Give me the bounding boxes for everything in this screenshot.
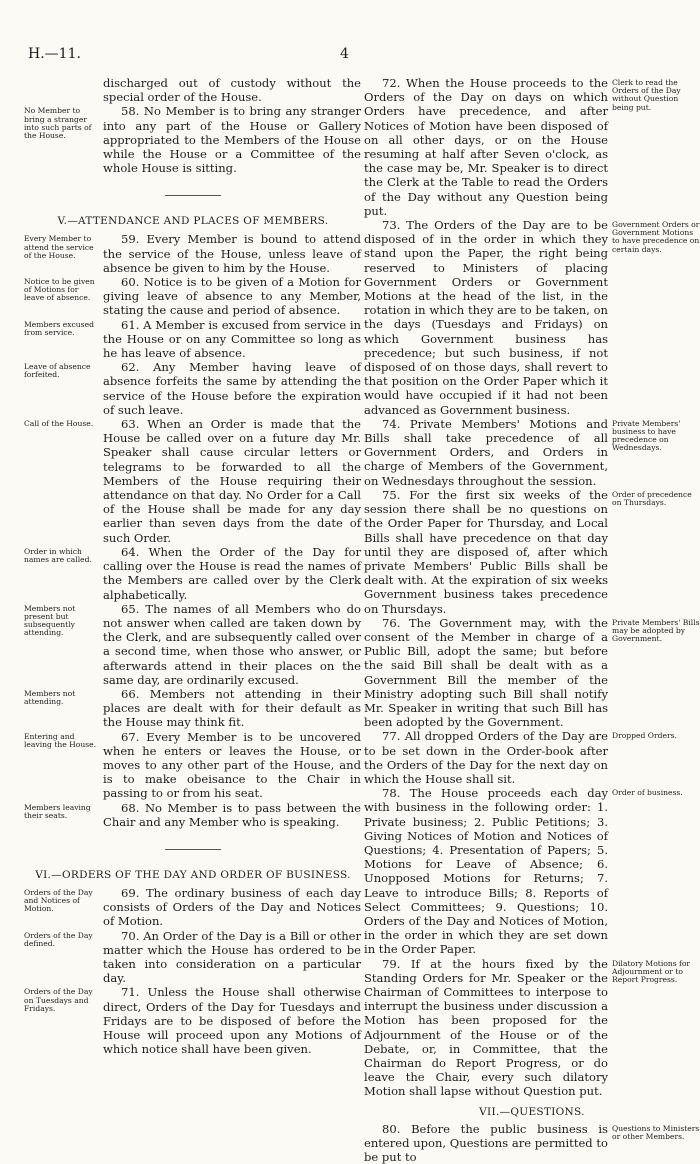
order-paragraph: 63. When an Order is made that the House be called over on a future day Mr. Speaker shall cause circular letters or telegrams to be forwarded to all the Members of the House requiring their attendance on that day. No Order for a Call of the House shall be made for any day earlier than seven days from the date of such Order. — [103, 417, 361, 545]
marginal-note: Private Members' business to have precedence on Wednesdays. — [612, 418, 681, 453]
order-paragraph: 60. Notice is to be given of a Motion for giving leave of absence to any Member, stating the cause and period of absence. — [103, 275, 361, 318]
order-paragraph: 66. Members not attending in their places are dealt with for their default as the House may think fit. — [103, 686, 361, 730]
standing-order — [24, 76, 362, 104]
order-paragraph: 73. The Orders of the Day are to be disposed of in the order in which they stand upon the Paper, the right being reserved to Ministers of placing Government Orders or Government Motions at the head of the list, in the rotation in which they are to be taken, on the days (Tuesdays and Fridays) on which Government business has precedence; but such business, if not disposed of on those days, shall revert to that position on the Order Paper which it would have occupied if it had not been advanced as Government business. — [364, 218, 608, 417]
marginal-note: Order of precedence on Thursdays. — [612, 489, 692, 508]
marginal-note: Call of the House. — [24, 419, 94, 429]
marginal-note: Private Members' Bills may be adopted by Government. — [612, 617, 700, 644]
order-paragraph: 68. No Member is to pass between the Chair and any Member who is speaking. — [103, 800, 361, 829]
order-paragraph: 69. The ordinary business of each day consists of Orders of the Day and Notices of Motion. — [103, 885, 361, 929]
marginal-note — [24, 76, 103, 79]
left-column — [24, 76, 362, 1056]
marginal-note: Members not present but subsequently attending. — [24, 603, 76, 638]
marginal-note: Notice to be given of Motions for leave of absence. — [24, 277, 95, 303]
marginal-note: Orders of the Day on Tuesdays and Fridays. — [24, 987, 93, 1013]
marginal-note: Entering and leaving the House. — [24, 731, 97, 749]
page-number: 4 — [340, 46, 349, 62]
order-paragraph: 72. When the House proceeds to the Orders of the Day on days on which Orders have precedence, and after Notices of Motion have been disposed of on all other days, or on the House resuming at half after Seven o'clock, as the case may be, Mr. Speaker is to direct the Clerk at the Table to read the Orders of the Day without any Question being put. — [364, 76, 608, 218]
order-paragraph: 80. Before the public business is entered upon, Questions are permitted to be put to — [364, 1121, 608, 1164]
standing-order — [24, 985, 362, 1056]
marginal-note: Orders of the Day defined. — [24, 930, 93, 948]
marginal-note: Every Member to attend the service of the House. — [24, 234, 94, 260]
section-heading: V.—ATTENDANCE AND PLACES OF MEMBERS. — [57, 215, 329, 228]
standing-order — [364, 417, 700, 488]
marginal-note: Members not attending. — [24, 688, 76, 707]
order-paragraph: discharged out of custody without the special order of the House. — [103, 76, 361, 105]
order-paragraph: 59. Every Member is bound to attend the service of the House, unless leave of absence be given to him by the House. — [103, 232, 361, 275]
section-divider — [165, 195, 221, 196]
order-paragraph: 61. A Member is excused from service in the House or on any Committee so long as he has leave of absence. — [103, 317, 361, 361]
marginal-note: No Member to bring a stranger into such parts of the House. — [24, 106, 92, 141]
marginal-note: Questions to Ministers or other Members. — [612, 1123, 700, 1141]
order-paragraph: 74. Private Members' Motions and Bills shall take precedence of all Government Orders, and Orders in charge of Members of the Government, on Wednesdays throughout the session. — [364, 416, 608, 488]
section-divider — [165, 849, 221, 850]
document-reference: H.—11. — [28, 46, 81, 62]
order-paragraph: 79. If at the hours fixed by the Standing Orders for Mr. Speaker or the Chairman of Committees to interpose to interrupt the business under discussion a Motion has been proposed for the Adjournment of the House or of the Debate, or, in Committee, that the Chairman do Report Progress, or do leave the Chair, every such dilatory Motion shall lapse without Question put. — [364, 956, 608, 1099]
marginal-note: Order of business. — [612, 788, 683, 798]
standing-order — [24, 318, 362, 361]
order-paragraph: 58. No Member is to bring any stranger into any part of the House or Gallery appropriated to the Members of the House while the House or a Committee of the whole House is sitting. — [103, 104, 361, 176]
marginal-note: Order in which names are called. — [24, 546, 92, 565]
marginal-note: Dilatory Motions for Adjournment or to Report Progress. — [612, 958, 691, 984]
order-paragraph: 77. All dropped Orders of the Day are to be set down in the Order-book after the Orders of the Day for the next day on which the House shall sit. — [364, 729, 608, 786]
marginal-note: Orders of the Day and Notices of Motion. — [24, 887, 93, 914]
order-paragraph: 76. The Government may, with the consent of the Member in charge of a Public Bill, adopt the same; but before the said Bill shall be dealt with as a Government Bill the member of the Ministry adopting such Bill shall notify Mr. Speaker in writing that such Bill has been adopted by the Government. — [364, 615, 608, 730]
order-paragraph: 62. Any Member having leave of absence forfeits the same by attending the service of the House before the expiration of such leave. — [103, 360, 361, 417]
standing-order — [24, 104, 362, 175]
order-paragraph: 78. The House proceeds each day with business in the following order: 1. Private business; 2. Public Petitions; 3. Giving Notices of Motion and Notices of Questions; 4. Presentation of Papers; 5. Motions for Leave of Absence; 6. Unopposed Motions for Returns; 7. Leave to introduce Bills; 8. Reports of Select Committees; 9. Questions; 10. Orders of the Day and Notices of Motion, in the order in which they are set down in the Order Paper. — [364, 786, 608, 957]
standing-order — [24, 417, 362, 545]
standing-order — [364, 488, 700, 616]
standing-order — [364, 76, 700, 218]
order-paragraph: 71. Unless the House shall otherwise direct, Orders of the Day for Tuesdays and Fridays are to be disposed of before the House will proceed upon any Motions of which notice shall have been given. — [103, 985, 361, 1057]
order-paragraph: 65. The names of all Members who do not answer when called are taken down by the Clerk, and are subsequently called over a second time, when those who answer, or afterwards attend in their places on the same day, are ordinarily excused. — [103, 601, 361, 687]
section-heading: VII.—QUESTIONS. — [479, 1105, 585, 1118]
standing-order — [24, 232, 362, 275]
order-paragraph: 75. For the first six weeks of the session there shall be no questions on the Order Paper for Thursday, and Local Bills shall have precedence on that day until they are disposed of, after which private Members' Public Bills shall be dealt with. At the expiration of six weeks Government business takes precedence on Thursdays. — [364, 487, 608, 616]
standing-order — [24, 275, 362, 318]
standing-order — [24, 730, 362, 801]
standing-order — [24, 545, 362, 602]
standing-order — [24, 360, 362, 417]
standing-order — [364, 729, 700, 786]
standing-order — [24, 687, 362, 730]
marginal-note: Members excused from service. — [24, 319, 94, 337]
standing-order — [364, 1122, 700, 1164]
standing-order — [364, 616, 700, 730]
standing-order — [364, 957, 700, 1099]
section-heading: VI.—ORDERS OF THE DAY AND ORDER OF BUSINESS. — [35, 868, 351, 881]
standing-order — [24, 886, 362, 929]
order-paragraph: 64. When the Order of the Day for calling over the House is read the names of the Members are called over by the Clerk alphabetically. — [103, 544, 361, 602]
marginal-note: Government Orders or Government Motions to have precedence on certain days. — [612, 220, 700, 254]
standing-order — [364, 786, 700, 956]
order-paragraph: 70. An Order of the Day is a Bill or other matter which the House has ordered to be taken into consideration on a particular day. — [103, 928, 361, 986]
right-column — [364, 76, 700, 1164]
standing-order — [24, 602, 362, 687]
marginal-note: Dropped Orders. — [612, 731, 677, 741]
standing-order — [364, 218, 700, 417]
marginal-note: Clerk to read the Orders of the Day without Question being put. — [612, 78, 681, 112]
marginal-note: Leave of absence forfeited. — [24, 362, 91, 380]
standing-order — [24, 801, 362, 829]
standing-order — [24, 929, 362, 986]
marginal-note: Members leaving their seats. — [24, 802, 91, 820]
order-paragraph: 67. Every Member is to be uncovered when he enters or leaves the House, or moves to any other part of the House, and is to make obeisance to the Chair in passing to or from his seat. — [103, 729, 361, 801]
